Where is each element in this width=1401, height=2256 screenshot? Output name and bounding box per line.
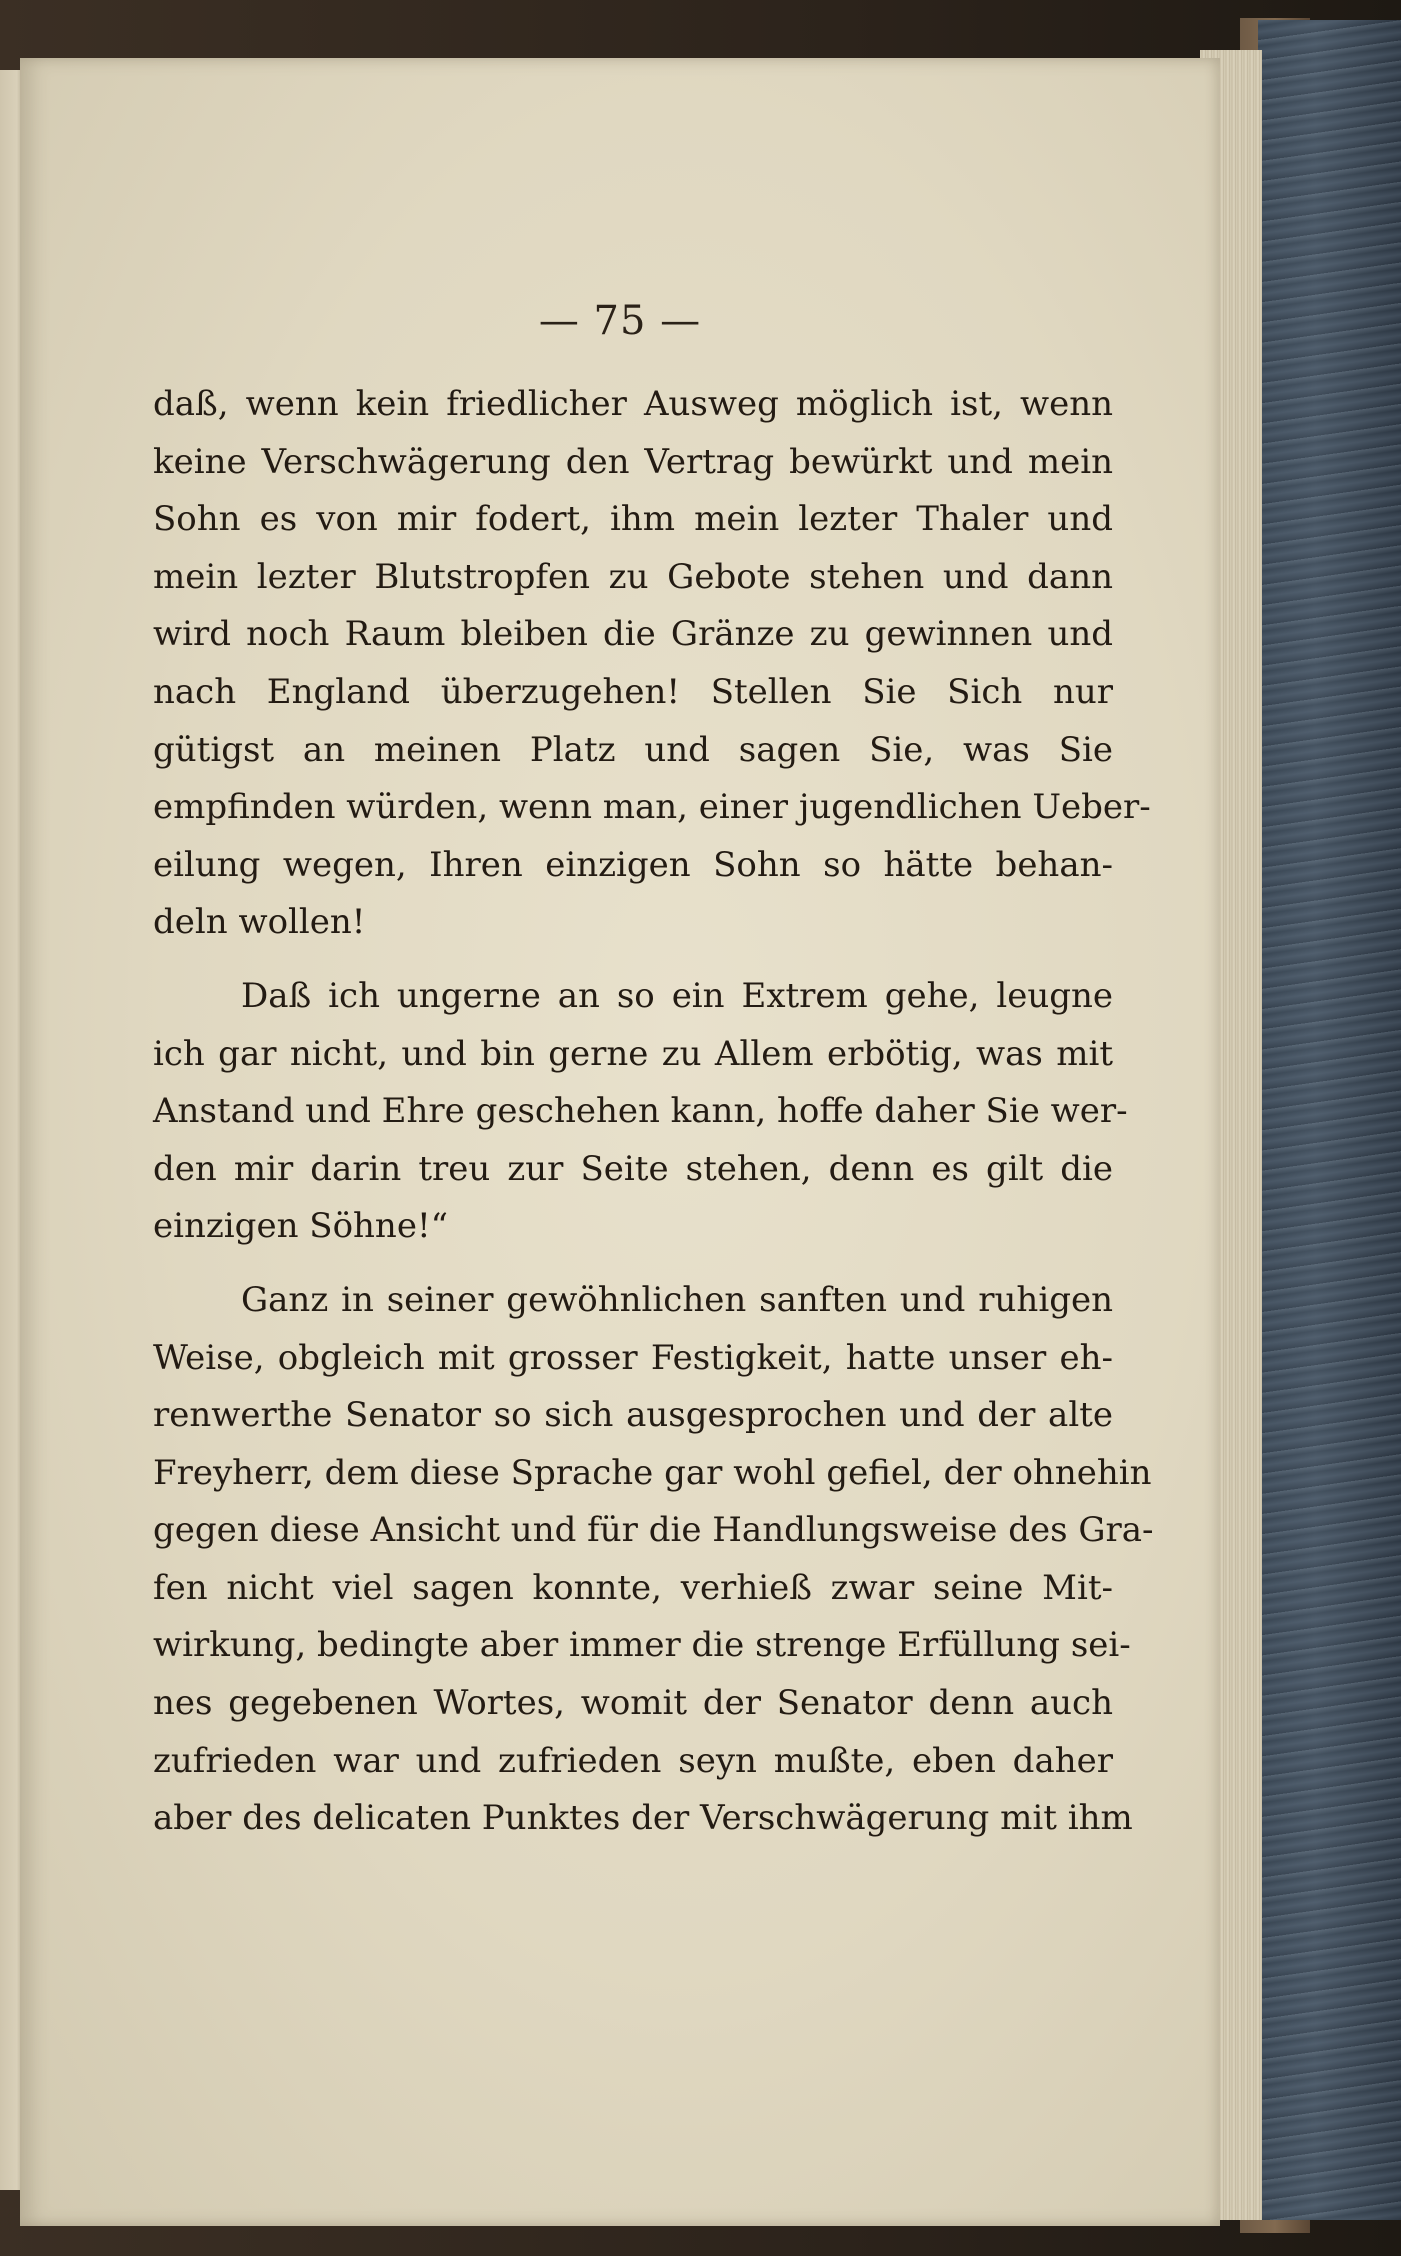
text-line: gütigst an meinen Platz und sagen Sie, was Sie bbox=[153, 729, 1113, 770]
text-line: wird noch Raum bleiben die Gränze zu gewinnen und bbox=[153, 614, 1113, 655]
text-line: renwerthe Senator so sich ausgesprochen und der alte bbox=[153, 1395, 1113, 1436]
page-number: — 75 — bbox=[538, 298, 702, 344]
paragraph-gap bbox=[153, 1256, 1113, 1272]
text-line: einzigen Söhne!“ bbox=[153, 1206, 448, 1247]
text-line: mein lezter Blutstropfen zu Gebote stehen und dann bbox=[153, 556, 1113, 597]
text-line: Anstand und Ehre geschehen kann, hoffe daher Sie wer- bbox=[153, 1091, 1128, 1132]
paragraph bbox=[153, 376, 1151, 952]
body-text bbox=[153, 376, 1154, 1848]
text-line: deln wollen! bbox=[153, 902, 366, 943]
text-line: Sohn es von mir fodert, ihm mein lezter Thaler und bbox=[153, 499, 1113, 540]
text-line: ich gar nicht, und bin gerne zu Allem erbötig, was mit bbox=[153, 1033, 1113, 1074]
paragraph bbox=[153, 1272, 1154, 1848]
text-line: Weise, obgleich mit grosser Festigkeit, hatte unser eh- bbox=[153, 1337, 1113, 1378]
text-line: Ganz in seiner gewöhnlichen sanften und ruhigen bbox=[241, 1279, 1113, 1320]
text-line: daß, wenn kein friedlicher Ausweg möglich ist, wenn bbox=[153, 384, 1113, 424]
text-line: gegen diese Ansicht und für die Handlungsweise des Gra- bbox=[153, 1510, 1154, 1551]
text-line: Freyherr, dem diese Sprache gar wohl gefiel, der ohnehin bbox=[153, 1452, 1152, 1493]
book-cover-marbled bbox=[1258, 20, 1401, 2220]
paragraph-gap bbox=[153, 952, 1113, 968]
text-line: Daß ich ungerne an so ein Extrem gehe, leugne bbox=[241, 975, 1113, 1016]
text-line: aber des delicaten Punktes der Verschwägerung mit ihm bbox=[153, 1798, 1133, 1839]
paragraph bbox=[153, 968, 1128, 1256]
text-line: wirkung, bedingte aber immer die strenge Erfüllung sei- bbox=[153, 1625, 1131, 1666]
text-line: nes gegebenen Wortes, womit der Senator denn auch bbox=[153, 1683, 1113, 1724]
text-line: eilung wegen, Ihren einzigen Sohn so hätte behan- bbox=[153, 844, 1113, 885]
text-line: zufrieden war und zufrieden seyn mußte, eben daher bbox=[153, 1740, 1113, 1781]
book-page bbox=[20, 58, 1220, 2226]
text-line: fen nicht viel sagen konnte, verhieß zwar seine Mit- bbox=[153, 1567, 1113, 1608]
text-line: nach England überzugehen! Stellen Sie Sich nur bbox=[153, 671, 1113, 712]
text-line: den mir darin treu zur Seite stehen, denn es gilt die bbox=[153, 1148, 1113, 1189]
text-line: keine Verschwägerung den Vertrag bewürkt und mein bbox=[153, 441, 1113, 482]
text-line: empfinden würden, wenn man, einer jugendlichen Ueber- bbox=[153, 787, 1151, 828]
